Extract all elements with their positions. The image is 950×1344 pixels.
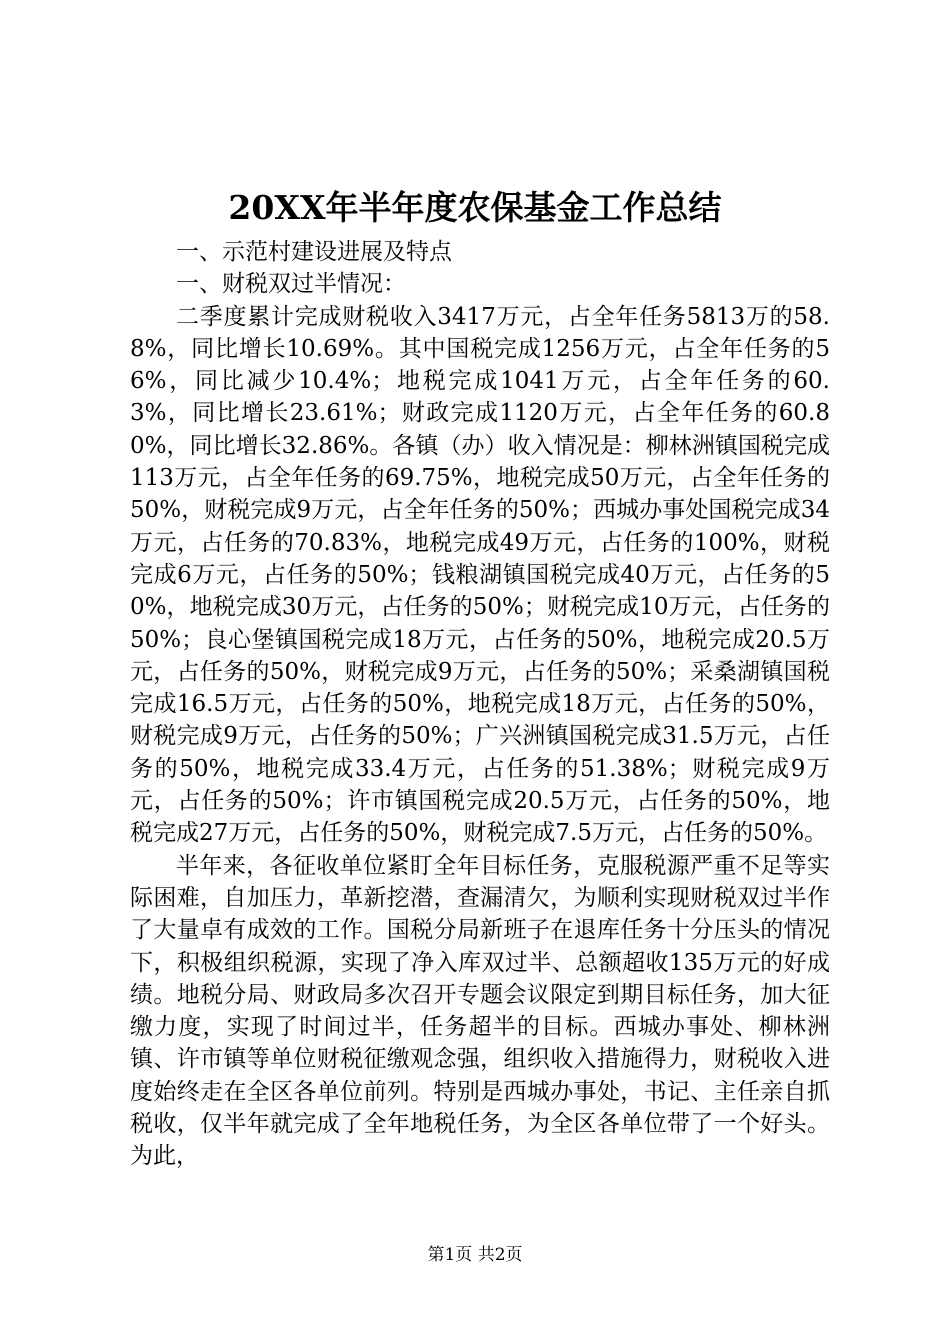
paragraph-2: 半年来，各征收单位紧盯全年目标任务，克服税源严重不足等实际困难，自加压力，革新挖潜，查漏清欠，为顺利实现财税双过半作了大量卓有成效的工作。国税分局新班子在退库任务十分压头的情况下，积极组织税源，实现了净入库双过半、总额超收135万元的好成绩。地税分局、财政局多次召开专题会议限定到期目标任务，加大征缴力度，实现了时间过半，任务超半的目标。西城办事处、柳林洲镇、许市镇等单位财税征缴观念强，组织收入措施得力，财税收入进度始终走在全区各单位前列。特别是西城办事处，书记、主任亲自抓税收，仅半年就完成了全年地税任务，为全区各单位带了一个好头。为此， [130, 852, 830, 1170]
section-heading-1: 一、示范村建设进展及特点 [176, 239, 452, 265]
document-body [130, 236, 830, 1173]
document-title: 20XX年半年度农保基金工作总结 [228, 188, 722, 227]
paragraph-1: 二季度累计完成财税收入3417万元，占全年任务5813万的58.8%，同比增长10.69%。其中国税完成1256万元，占全年任务的56%，同比减少10.4%；地税完成1041万元，占全年任务的60.3%，同比增长23.61%；财政完成1120万元，占全年任务的60.80%，同比增长32.86%。各镇（办）收入情况是：柳林洲镇国税完成113万元，占全年任务的69.75%，地税完成50万元，占全年任务的50%，财税完成9万元，占全年任务的50%；西城办事处国税完成34万元，占任务的70.83%，地税完成49万元，占任务的100%，财税完成6万元，占任务的50%；钱粮湖镇国税完成40万元，占任务的50%，地税完成30万元，占任务的50%；财税完成10万元，占任务的50%；良心堡镇国税完成18万元，占任务的50%，地税完成20.5万元，占任务的50%，财税完成9万元，占任务的50%；采桑湖镇国税完成16.5万元，占任务的50%，地税完成18万元，占任务的50%，财税完成9万元，占任务的50%；广兴洲镇国税完成31.5万元，占任务的50%，地税完成33.4万元，占任务的51.38%；财税完成9万元，占任务的50%；许市镇国税完成20.5万元，占任务的50%，地税完成27万元，占任务的50%，财税完成7.5万元，占任务的50%。 [130, 303, 830, 847]
section-heading-2: 一、财税双过半情况： [176, 271, 406, 298]
page-footer: 第1页 共2页 [427, 1245, 523, 1265]
